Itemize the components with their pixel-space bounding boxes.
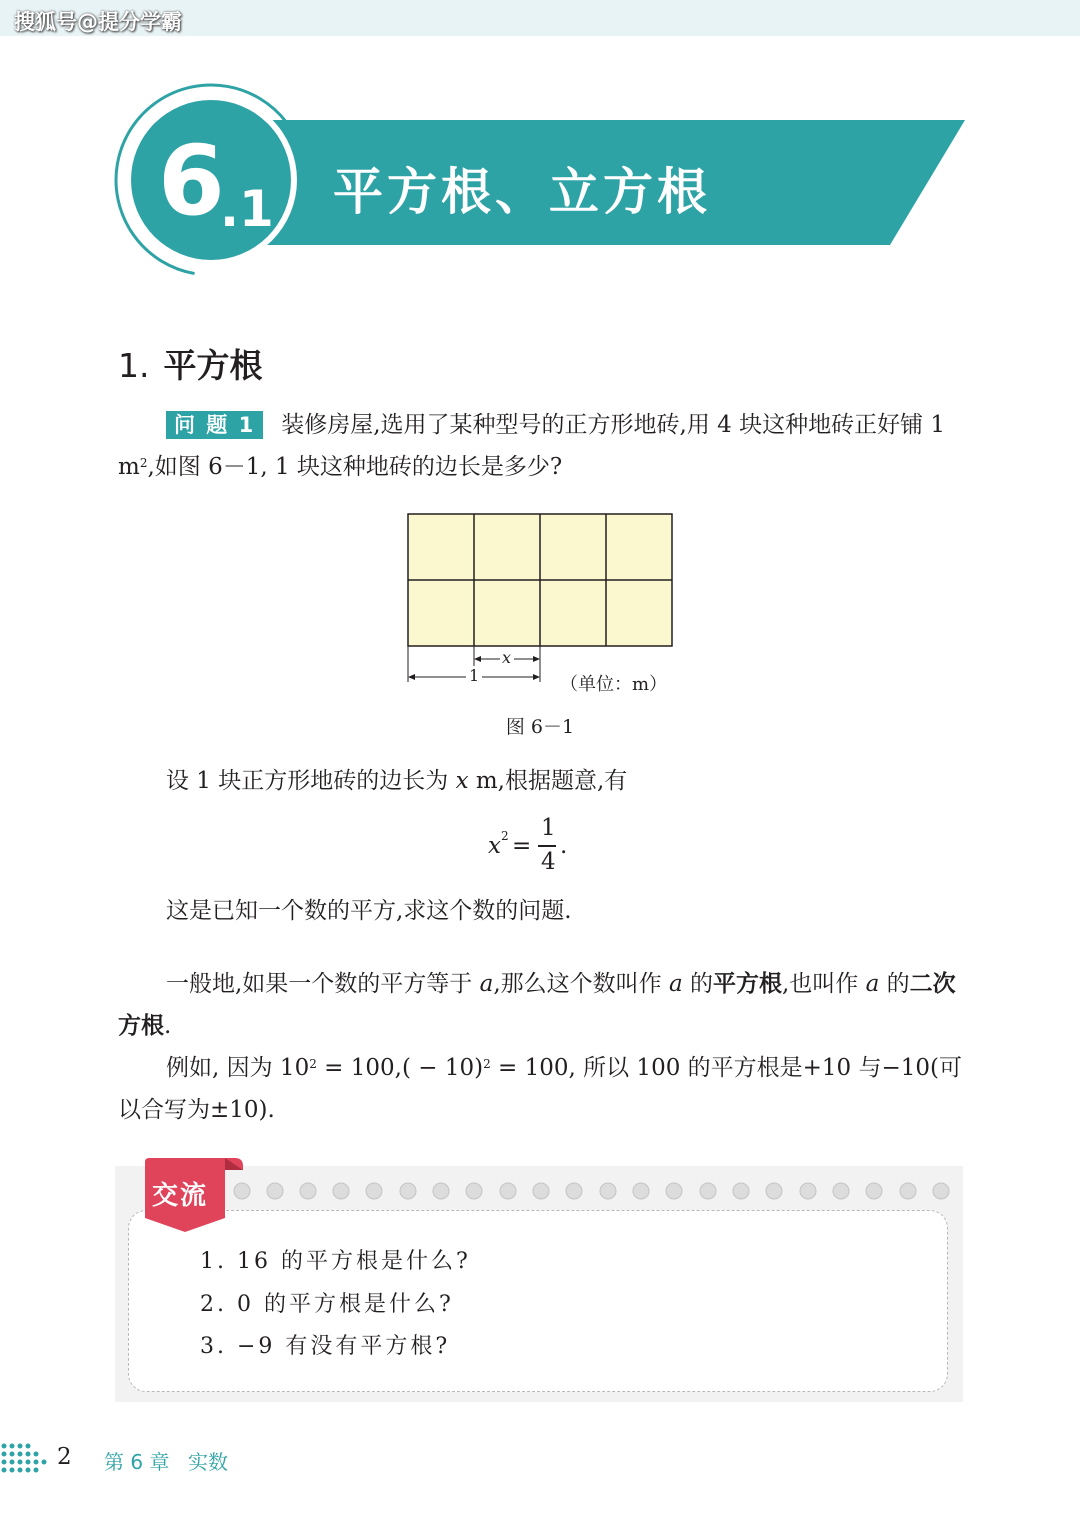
subsection-title: 平方根 xyxy=(163,346,263,385)
discussion-item-3: 3. −9 有没有平方根? xyxy=(200,1334,451,1359)
problem-tag: 问 题 1 xyxy=(166,411,263,439)
binder-holes xyxy=(228,1180,958,1204)
discussion-tag: 交流 xyxy=(152,1181,209,1211)
footer-chapter: 第 6 章 xyxy=(104,1450,170,1474)
term-second-root: 二次方根 xyxy=(118,971,956,1039)
section-subnumber: .1 xyxy=(220,180,274,238)
example-paragraph: 例如, 因为 $10^2 = 100,( - 10)^2 = 100$, 所以 100 的平方根是+10 与−10(可以合写为±10). xyxy=(118,1055,963,1123)
dimension-label-1: 1 xyxy=(469,666,480,685)
discussion-item-2: 2. 0 的平方根是什么? xyxy=(200,1292,454,1317)
problem-paragraph: 问 题 1 装修房屋,选用了某种型号的正方形地砖,用 4 块这种地砖正好铺 1 $m^2$,如图 6－1, 1 块这种地砖的边长是多少? xyxy=(118,412,946,480)
footer-dots-icon xyxy=(0,1440,50,1480)
subsection-heading xyxy=(118,340,263,387)
setup-paragraph: 设 1 块正方形地砖的边长为 x m,根据题意,有 xyxy=(166,768,628,794)
dimension-label-x: x xyxy=(502,648,512,667)
term-square-root: 平方根 xyxy=(713,971,782,997)
unit-label: （单位：m） xyxy=(560,674,668,695)
figure-caption: 图 6－1 xyxy=(505,716,575,738)
discussion-item-1: 1. 16 的平方根是什么? xyxy=(200,1249,471,1274)
watermark: 搜狐号@提分学霸 xyxy=(14,10,182,34)
definition-paragraph: 一般地,如果一个数的平方等于 a,那么这个数叫作 a 的平方根,也叫作 a 的二次方根. xyxy=(118,971,956,1039)
subsection-number: 1. xyxy=(118,346,150,385)
section-title: 平方根、立方根 xyxy=(333,163,711,221)
remark-paragraph: 这是已知一个数的平方,求这个数的问题. xyxy=(166,898,572,924)
footer-chapter-name: 实数 xyxy=(188,1450,228,1474)
page-number: 2 xyxy=(57,1444,72,1470)
section-number: 6 xyxy=(158,125,225,237)
